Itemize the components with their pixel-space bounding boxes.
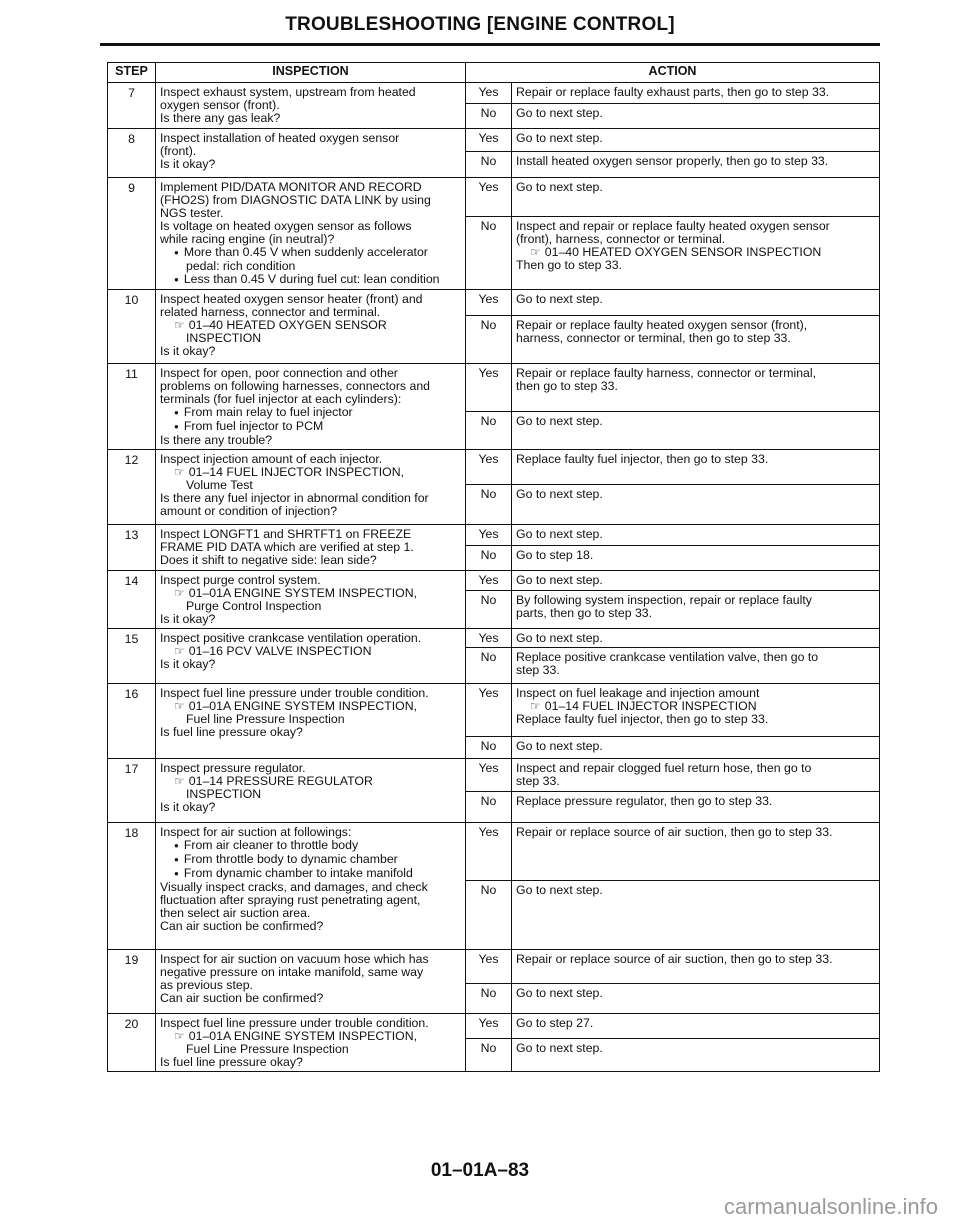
- no-action-cell: [512, 1038, 880, 1071]
- table-row: [108, 684, 880, 737]
- inspection-line: Is there any gas leak?: [160, 111, 281, 125]
- no-action-cell: [512, 737, 880, 759]
- inspection-line: Is voltage on heated oxygen sensor as follows: [160, 219, 412, 233]
- inspection-line: ☞ 01–01A ENGINE SYSTEM INSPECTION,: [160, 700, 461, 713]
- inspection-line: INSPECTION: [186, 331, 262, 345]
- inspection-line: Purge Control Inspection: [186, 599, 322, 613]
- yes-action-cell: [512, 684, 880, 737]
- inspection-line: Does it shift to negative side: lean side?: [160, 553, 377, 567]
- action-line: Inspect and repair or replace faulty heated oxygen sensor: [516, 218, 830, 233]
- inspection-line: Is fuel line pressure okay?: [160, 1055, 303, 1069]
- inspection-line: INSPECTION: [186, 787, 262, 801]
- no-label: No: [466, 737, 512, 759]
- no-action-cell: [512, 591, 880, 629]
- no-label: No: [466, 216, 512, 289]
- inspection-cell: [156, 684, 466, 759]
- watermark: carmanualsonline.info: [723, 1194, 938, 1219]
- inspection-line: ☞ 01–01A ENGINE SYSTEM INSPECTION,: [160, 1030, 461, 1043]
- action-line: Go to next step.: [516, 180, 603, 194]
- action-line: Go to step 27.: [516, 1016, 594, 1030]
- yes-action-cell: [512, 450, 880, 485]
- no-label: No: [466, 485, 512, 525]
- inspection-line: Inspect injection amount of each injector.: [160, 452, 383, 466]
- step-number: 18: [108, 823, 156, 950]
- table-row: [108, 950, 880, 984]
- inspection-line: Inspect for air suction at followings:: [160, 825, 352, 839]
- yes-action-cell: [512, 629, 880, 648]
- action-line: Go to next step.: [516, 487, 603, 501]
- inspection-line: Volume Test: [186, 478, 253, 492]
- action-line: Replace positive crankcase ventilation valve, then go to: [516, 650, 819, 664]
- inspection-line: Inspect for air suction on vacuum hose which has: [160, 952, 429, 966]
- action-line: Go to next step.: [516, 986, 603, 1000]
- yes-action-cell: [512, 525, 880, 546]
- inspection-line: Is there any fuel injector in abnormal condition for: [160, 491, 429, 505]
- page-title: TROUBLESHOOTING [ENGINE CONTROL]: [285, 14, 675, 35]
- action-line: Go to step 18.: [516, 548, 594, 562]
- inspection-line: Inspect fuel line pressure under trouble condition.: [160, 686, 429, 700]
- inspection-line: ☞ 01–40 HEATED OXYGEN SENSOR: [160, 319, 461, 332]
- action-line: Go to next step.: [516, 1040, 603, 1055]
- inspection-cell: [156, 759, 466, 823]
- inspection-line: Is it okay?: [160, 344, 216, 358]
- action-line: harness, connector or terminal, then go to step 33.: [516, 331, 791, 345]
- step-number: 11: [108, 364, 156, 450]
- inspection-line: Inspect fuel line pressure under trouble condition.: [160, 1016, 429, 1030]
- no-label: No: [466, 792, 512, 823]
- table-row: [108, 759, 880, 792]
- table-header-row: [108, 63, 880, 83]
- inspection-line: Is it okay?: [160, 157, 216, 171]
- inspection-line: Inspect heated oxygen sensor heater (front) and: [160, 292, 423, 306]
- step-number: 20: [108, 1014, 156, 1072]
- inspection-line: ☞ 01–14 FUEL INJECTOR INSPECTION,: [160, 466, 461, 479]
- inspection-cell: [156, 450, 466, 525]
- step-number: 16: [108, 684, 156, 759]
- no-action-cell: [512, 152, 880, 178]
- inspection-cell: [156, 290, 466, 364]
- inspection-line: Is fuel line pressure okay?: [160, 725, 303, 739]
- inspection-line: ● From dynamic chamber to intake manifold: [160, 867, 461, 881]
- yes-label: Yes: [466, 759, 512, 792]
- inspection-line: Inspect exhaust system, upstream from heated: [160, 85, 416, 99]
- no-action-cell: [512, 104, 880, 129]
- inspection-line: Fuel Line Pressure Inspection: [186, 1042, 349, 1056]
- inspection-cell: [156, 629, 466, 684]
- inspection-line: while racing engine (in neutral)?: [160, 232, 335, 246]
- inspection-line: amount or condition of injection?: [160, 504, 338, 518]
- no-label: No: [466, 881, 512, 950]
- inspection-line: Inspect LONGFT1 and SHRTFT1 on FREEZE: [160, 527, 412, 541]
- inspection-line: ☞ 01–01A ENGINE SYSTEM INSPECTION,: [160, 587, 461, 600]
- inspection-line: (front).: [160, 144, 197, 158]
- no-label: No: [466, 316, 512, 364]
- step-number: 7: [108, 83, 156, 129]
- col-header-action: ACTION: [466, 63, 880, 83]
- inspection-line: Inspect purge control system.: [160, 573, 321, 587]
- action-line: By following system inspection, repair or replace faulty: [516, 593, 812, 607]
- action-line: Repair or replace faulty harness, connector or terminal,: [516, 366, 817, 380]
- no-action-cell: [512, 216, 880, 289]
- yes-label: Yes: [466, 684, 512, 737]
- no-label: No: [466, 984, 512, 1014]
- inspection-line: ☞ 01–16 PCV VALVE INSPECTION: [160, 645, 461, 658]
- yes-label: Yes: [466, 1014, 512, 1039]
- yes-action-cell: [512, 178, 880, 217]
- action-line: ☞ 01–40 HEATED OXYGEN SENSOR INSPECTION: [516, 246, 875, 259]
- inspection-cell: [156, 950, 466, 1014]
- inspection-cell: [156, 178, 466, 290]
- table-row: [108, 178, 880, 217]
- action-line: Go to next step.: [516, 573, 603, 587]
- inspection-line: Inspect positive crankcase ventilation operation.: [160, 631, 422, 645]
- page-number: 01–01A–83: [430, 1160, 530, 1181]
- table-row: [108, 129, 880, 152]
- action-line: step 33.: [516, 663, 560, 677]
- yes-action-cell: [512, 823, 880, 881]
- action-line: Repair or replace faulty exhaust parts, then go to step 33.: [516, 85, 830, 99]
- action-line: then go to step 33.: [516, 379, 618, 393]
- no-label: No: [466, 152, 512, 178]
- table-row: [108, 571, 880, 591]
- inspection-line: ☞ 01–14 PRESSURE REGULATOR: [160, 775, 461, 788]
- yes-action-cell: [512, 290, 880, 316]
- yes-label: Yes: [466, 450, 512, 485]
- inspection-line: ● From air cleaner to throttle body: [160, 839, 461, 853]
- yes-label: Yes: [466, 525, 512, 546]
- action-line: Repair or replace source of air suction, then go to step 33.: [516, 952, 833, 966]
- no-action-cell: [512, 984, 880, 1014]
- table-row: [108, 364, 880, 412]
- inspection-cell: [156, 823, 466, 950]
- no-label: No: [466, 412, 512, 450]
- inspection-cell: [156, 129, 466, 178]
- table-row: [108, 629, 880, 648]
- action-line: Replace pressure regulator, then go to step 33.: [516, 794, 773, 808]
- action-line: Install heated oxygen sensor properly, then go to step 33.: [516, 154, 829, 168]
- action-line: Inspect on fuel leakage and injection amount: [516, 686, 760, 700]
- no-action-cell: [512, 648, 880, 684]
- yes-label: Yes: [466, 290, 512, 316]
- inspection-line: Can air suction be confirmed?: [160, 991, 324, 1005]
- step-number: 19: [108, 950, 156, 1014]
- no-label: No: [466, 104, 512, 129]
- yes-action-cell: [512, 1014, 880, 1039]
- no-action-cell: [512, 881, 880, 950]
- inspection-line: ● Less than 0.45 V during fuel cut: lean condition: [160, 273, 461, 287]
- action-line: Repair or replace faulty heated oxygen sensor (front),: [516, 318, 808, 332]
- yes-label: Yes: [466, 83, 512, 104]
- step-number: 8: [108, 129, 156, 178]
- step-number: 10: [108, 290, 156, 364]
- table-row: [108, 290, 880, 316]
- inspection-line: (FHO2S) from DIAGNOSTIC DATA LINK by using: [160, 193, 431, 207]
- step-number: 15: [108, 629, 156, 684]
- no-action-cell: [512, 316, 880, 364]
- action-line: Go to next step.: [516, 414, 603, 428]
- yes-action-cell: [512, 83, 880, 104]
- yes-label: Yes: [466, 178, 512, 217]
- inspection-line: NGS tester.: [160, 206, 224, 220]
- step-number: 13: [108, 525, 156, 571]
- title-rule: [100, 43, 880, 46]
- inspection-line: Is there any trouble?: [160, 433, 273, 447]
- yes-label: Yes: [466, 629, 512, 648]
- troubleshooting-table: [107, 62, 880, 1072]
- action-line: Go to next step.: [516, 292, 603, 306]
- yes-action-cell: [512, 364, 880, 412]
- yes-action-cell: [512, 950, 880, 984]
- inspection-line: Inspect for open, poor connection and other: [160, 366, 398, 380]
- yes-label: Yes: [466, 129, 512, 152]
- inspection-line: Can air suction be confirmed?: [160, 919, 324, 933]
- col-header-step: STEP: [108, 63, 156, 83]
- action-line: Repair or replace source of air suction, then go to step 33.: [516, 825, 833, 839]
- action-line: Go to next step.: [516, 106, 603, 120]
- action-line: Go to next step.: [516, 131, 603, 145]
- inspection-line: problems on following harnesses, connectors and: [160, 379, 431, 393]
- inspection-line: as previous step.: [160, 978, 253, 992]
- inspection-cell: [156, 571, 466, 629]
- yes-label: Yes: [466, 571, 512, 591]
- col-header-inspection: INSPECTION: [156, 63, 466, 83]
- inspection-cell: [156, 83, 466, 129]
- table-row: [108, 823, 880, 881]
- step-number: 14: [108, 571, 156, 629]
- inspection-line: Inspect pressure regulator.: [160, 761, 306, 775]
- inspection-line: negative pressure on intake manifold, same way: [160, 965, 424, 979]
- action-line: step 33.: [516, 774, 560, 788]
- inspection-line: Fuel line Pressure Inspection: [186, 712, 345, 726]
- inspection-cell: [156, 364, 466, 450]
- step-number: 17: [108, 759, 156, 823]
- inspection-line: Is it okay?: [160, 612, 216, 626]
- action-line: parts, then go to step 33.: [516, 606, 653, 620]
- inspection-cell: [156, 1014, 466, 1072]
- table-row: [108, 1014, 880, 1039]
- inspection-line: ● More than 0.45 V when suddenly accelerator: [160, 246, 461, 260]
- yes-label: Yes: [466, 364, 512, 412]
- action-line: Inspect and repair clogged fuel return hose, then go to: [516, 761, 812, 775]
- inspection-cell: [156, 525, 466, 571]
- table-row: [108, 525, 880, 546]
- inspection-line: ● From main relay to fuel injector: [160, 406, 461, 420]
- yes-action-cell: [512, 129, 880, 152]
- action-line: Replace faulty fuel injector, then go to step 33.: [516, 452, 769, 466]
- step-number: 12: [108, 450, 156, 525]
- inspection-line: fluctuation after spraying rust penetrating agent,: [160, 893, 421, 907]
- action-line: Go to next step.: [516, 527, 603, 541]
- no-action-cell: [512, 792, 880, 823]
- no-action-cell: [512, 485, 880, 525]
- no-label: No: [466, 546, 512, 571]
- inspection-line: Inspect installation of heated oxygen sensor: [160, 131, 400, 145]
- yes-label: Yes: [466, 823, 512, 881]
- inspection-line: oxygen sensor (front).: [160, 98, 280, 112]
- inspection-line: then select air suction area.: [160, 906, 311, 920]
- step-number: 9: [108, 178, 156, 290]
- action-line: Replace faulty fuel injector, then go to step 33.: [516, 712, 769, 726]
- yes-action-cell: [512, 571, 880, 591]
- inspection-line: ● From throttle body to dynamic chamber: [160, 853, 461, 867]
- action-line: Go to next step.: [516, 631, 603, 645]
- action-line: ☞ 01–14 FUEL INJECTOR INSPECTION: [516, 700, 875, 713]
- table-row: [108, 450, 880, 485]
- action-line: Go to next step.: [516, 739, 603, 753]
- inspection-line: terminals (for fuel injector at each cylinders):: [160, 392, 402, 406]
- inspection-line: Visually inspect cracks, and damages, and check: [160, 880, 428, 894]
- no-action-cell: [512, 546, 880, 571]
- table-row: [108, 83, 880, 104]
- inspection-line: Is it okay?: [160, 657, 216, 671]
- no-label: No: [466, 648, 512, 684]
- no-label: No: [466, 1038, 512, 1071]
- yes-action-cell: [512, 759, 880, 792]
- no-label: No: [466, 591, 512, 629]
- inspection-line: Implement PID/DATA MONITOR AND RECORD: [160, 180, 422, 194]
- no-action-cell: [512, 412, 880, 450]
- inspection-line: pedal: rich condition: [186, 259, 296, 273]
- action-line: (front), harness, connector or terminal.: [516, 231, 726, 246]
- inspection-line: Is it okay?: [160, 800, 216, 814]
- inspection-line: ● From fuel injector to PCM: [160, 420, 461, 434]
- inspection-line: related harness, connector and terminal.: [160, 305, 381, 319]
- yes-label: Yes: [466, 950, 512, 984]
- action-line: Go to next step.: [516, 883, 603, 897]
- inspection-line: FRAME PID DATA which are verified at step 1.: [160, 540, 414, 554]
- action-line: Then go to step 33.: [516, 257, 622, 272]
